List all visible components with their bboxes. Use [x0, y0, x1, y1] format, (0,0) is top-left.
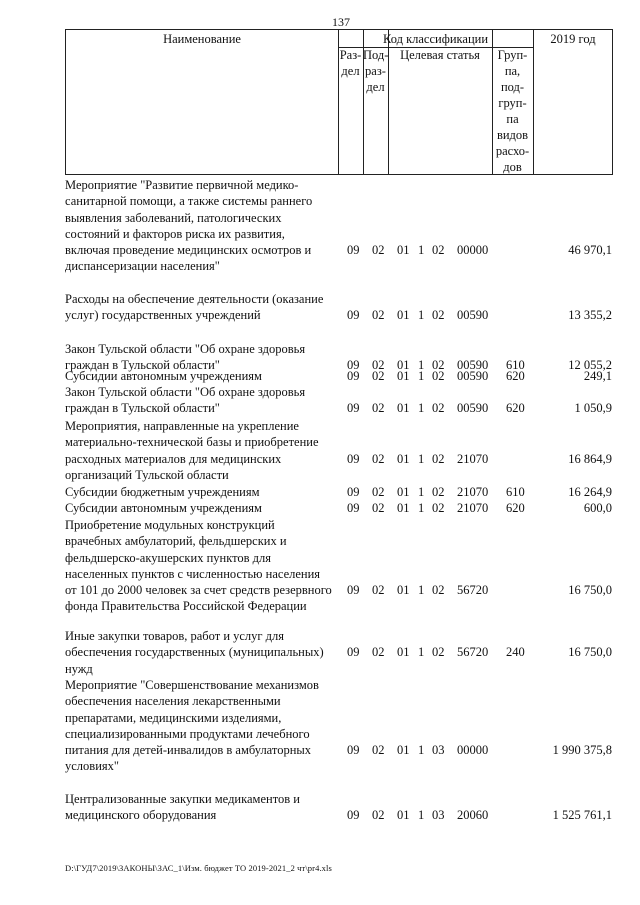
row-name-line: фельдшерско-акушерских пунктов для	[65, 550, 272, 565]
row-code-sub: 02	[372, 369, 385, 383]
row-amount: 16 864,9	[568, 451, 612, 466]
row-name-line: диспансеризации населения"	[65, 259, 220, 274]
row-code-p4: 00590	[457, 308, 489, 323]
row-code-p3: 02	[432, 485, 445, 499]
row-code-p3: 02	[432, 358, 445, 373]
row-name-line: нужд	[65, 661, 93, 676]
row-code-p4: 00590	[457, 369, 489, 383]
row-code-sec: 09	[347, 308, 360, 323]
row-code-p1: 01	[397, 485, 410, 499]
row-amount: 16 750,0	[568, 645, 612, 660]
row-name-line: Закон Тульской области "Об охране здоровья	[65, 385, 306, 399]
row-amount: 13 355,2	[568, 308, 612, 323]
row-code-p4: 56720	[457, 645, 489, 660]
row-name-line: условиях"	[65, 759, 119, 774]
row-code-p4: 00000	[457, 243, 489, 258]
row-name-line: специализированными продуктами лечебного	[65, 726, 310, 741]
row-name-line: питания для детей-инвалидов в амбулаторных	[65, 743, 312, 758]
row-code-p3: 02	[432, 583, 445, 598]
row-code-p1: 01	[397, 743, 410, 758]
row-name-line: Мероприятия, направленные на укрепление	[65, 419, 299, 433]
header-target: Целевая статья	[400, 48, 480, 62]
row-code-p4: 00000	[457, 743, 489, 758]
row-code-p1: 01	[397, 583, 410, 598]
row-code-p2: 1	[418, 645, 425, 660]
header-code: Код классификации	[382, 32, 489, 46]
row-code-sub: 02	[372, 358, 385, 373]
row-code-p2: 1	[418, 808, 425, 823]
row-code-sec: 09	[347, 451, 360, 466]
row-code-vr: 620	[506, 501, 525, 515]
row-code-p3: 02	[432, 501, 445, 515]
row-name	[65, 628, 337, 677]
row-name	[65, 677, 337, 775]
row-name-line: организаций Тульской области	[65, 467, 229, 482]
row-code-p1: 01	[397, 401, 410, 416]
row-code-p4: 21070	[457, 501, 489, 515]
row-code-p4: 21070	[457, 485, 489, 499]
page-number: 137	[332, 15, 350, 29]
row-code-p2: 1	[418, 369, 425, 383]
row-name-line: Приобретение модульных конструкций	[65, 518, 275, 532]
row-amount: 1 990 375,8	[552, 743, 612, 758]
row-name-line: Расходы на обеспечение деятельности (оказание	[65, 292, 324, 306]
row-name-line: врачебных амбулаторий, фельдшерских и	[65, 534, 287, 549]
row-code-p3: 02	[432, 645, 445, 660]
row-code-sub: 02	[372, 743, 385, 758]
row-code-vr: 620	[506, 401, 525, 416]
row-code-p1: 01	[397, 451, 410, 466]
row-code-sec: 09	[347, 358, 360, 373]
row-amount: 249,1	[583, 369, 612, 383]
row-code-sub: 02	[372, 243, 385, 258]
row-code-sec: 09	[347, 743, 360, 758]
row-code-p3: 02	[432, 369, 445, 383]
row-name	[65, 517, 337, 615]
header-year: 2019 год	[550, 32, 596, 46]
row-code-p2: 1	[418, 451, 425, 466]
row-name	[65, 484, 337, 500]
row-name-line: населенных пунктов с численностью населения	[65, 566, 321, 581]
row-code-sec: 09	[347, 583, 360, 598]
header-name: Наименование	[163, 32, 241, 46]
row-code-sec: 09	[347, 808, 360, 823]
row-name-line: санитарной помощи, а также системы раннего	[65, 194, 313, 209]
row-code-p4: 20060	[457, 808, 489, 823]
row-code-sec: 09	[347, 501, 360, 515]
row-code-p4: 56720	[457, 583, 489, 598]
row-code-p1: 01	[397, 243, 410, 258]
row-name-line: обеспечения государственных (муниципальных)	[65, 645, 324, 660]
row-code-p4: 00590	[457, 401, 489, 416]
row-name-line: граждан в Тульской области"	[65, 401, 220, 416]
row-name	[65, 384, 337, 417]
row-name-line: граждан в Тульской области"	[65, 358, 220, 373]
row-name-line: Субсидии автономным учреждениям	[65, 501, 262, 515]
row-code-p1: 01	[397, 645, 410, 660]
row-code-sub: 02	[372, 645, 385, 660]
row-name-line: препаратами, медицинскими изделиями,	[65, 710, 282, 725]
row-code-sec: 09	[347, 485, 360, 499]
row-name-line: фонда Правительства Российской Федерации	[65, 599, 307, 614]
row-code-sub: 02	[372, 451, 385, 466]
row-amount: 600,0	[583, 501, 612, 515]
row-code-sub: 02	[372, 401, 385, 416]
row-code-vr: 610	[506, 358, 525, 373]
row-amount: 16 750,0	[568, 583, 612, 598]
row-amount: 46 970,1	[568, 243, 612, 258]
row-name-line: Мероприятие "Совершенствование механизмов	[65, 678, 319, 692]
row-code-sec: 09	[347, 243, 360, 258]
row-name-line: расходных материалов для медицинских	[65, 451, 282, 466]
row-name-line: включая проведение медицинских осмотров и	[65, 243, 312, 258]
row-code-sub: 02	[372, 583, 385, 598]
row-amount: 1 525 761,1	[552, 808, 612, 823]
row-name-line: Мероприятие "Развитие первичной медико-	[65, 178, 299, 192]
row-code-p2: 1	[418, 583, 425, 598]
row-amount: 16 264,9	[568, 485, 612, 499]
header-subsection: Под- раз- дел	[363, 48, 389, 94]
row-code-p1: 01	[397, 501, 410, 515]
header-section: Раз- дел	[339, 48, 362, 78]
row-code-sub: 02	[372, 308, 385, 323]
row-code-p1: 01	[397, 808, 410, 823]
row-code-sub: 02	[372, 501, 385, 515]
row-name-line: Субсидии автономным учреждениям	[65, 369, 262, 383]
row-name-line: обеспечения населения лекарственными	[65, 694, 281, 709]
row-code-p1: 01	[397, 358, 410, 373]
row-code-sec: 09	[347, 369, 360, 383]
row-code-p3: 03	[432, 808, 445, 823]
row-name-line: услуг) государственных учреждений	[65, 308, 261, 323]
row-code-sub: 02	[372, 485, 385, 499]
row-name	[65, 177, 337, 275]
row-code-p3: 02	[432, 308, 445, 323]
row-code-p1: 01	[397, 369, 410, 383]
row-code-vr: 620	[506, 369, 525, 383]
row-amount: 1 050,9	[574, 401, 612, 416]
row-code-p4: 21070	[457, 451, 489, 466]
row-code-p2: 1	[418, 358, 425, 373]
row-code-sec: 09	[347, 645, 360, 660]
row-code-p2: 1	[418, 243, 425, 258]
row-code-p3: 02	[432, 451, 445, 466]
row-name-line: медицинского оборудования	[65, 808, 217, 823]
row-code-p2: 1	[418, 308, 425, 323]
row-name-line: Централизованные закупки медикаментов и	[65, 792, 300, 806]
header-group: Груп- па, под- груп- па видов расхо- дов	[495, 48, 530, 174]
row-name	[65, 368, 337, 384]
row-name-line: Субсидии бюджетным учреждениям	[65, 485, 260, 499]
row-name-line: от 101 до 2000 человек за счет средств резервного	[65, 583, 332, 598]
row-name-line: выявления заболеваний, патологических	[65, 210, 282, 225]
row-name	[65, 500, 337, 516]
row-code-p2: 1	[418, 485, 425, 499]
row-name-line: материально-технической базы и приобретение	[65, 435, 319, 450]
row-name	[65, 418, 337, 483]
row-name-line: Закон Тульской области "Об охране здоровья	[65, 342, 306, 356]
row-code-p4: 00590	[457, 358, 489, 373]
row-code-p2: 1	[418, 501, 425, 515]
row-code-p2: 1	[418, 401, 425, 416]
row-code-sec: 09	[347, 401, 360, 416]
row-code-p2: 1	[418, 743, 425, 758]
row-code-sub: 02	[372, 808, 385, 823]
row-code-vr: 240	[506, 645, 525, 660]
row-code-p3: 03	[432, 743, 445, 758]
row-name	[65, 791, 337, 824]
row-name-line: состояний и факторов риска их развития,	[65, 226, 285, 241]
row-name	[65, 291, 337, 324]
row-code-vr: 610	[506, 485, 525, 499]
row-code-p1: 01	[397, 308, 410, 323]
row-amount: 12 055,2	[568, 358, 612, 373]
row-name-line: Иные закупки товаров, работ и услуг для	[65, 629, 285, 643]
row-code-p3: 02	[432, 243, 445, 258]
row-code-p3: 02	[432, 401, 445, 416]
file-path-footer: D:\ГУД7\2019\ЗАКОНЫ\ЗАС_1\Изм. бюджет ТО 2019-2021_2 чт\pr4.xls	[65, 863, 332, 873]
